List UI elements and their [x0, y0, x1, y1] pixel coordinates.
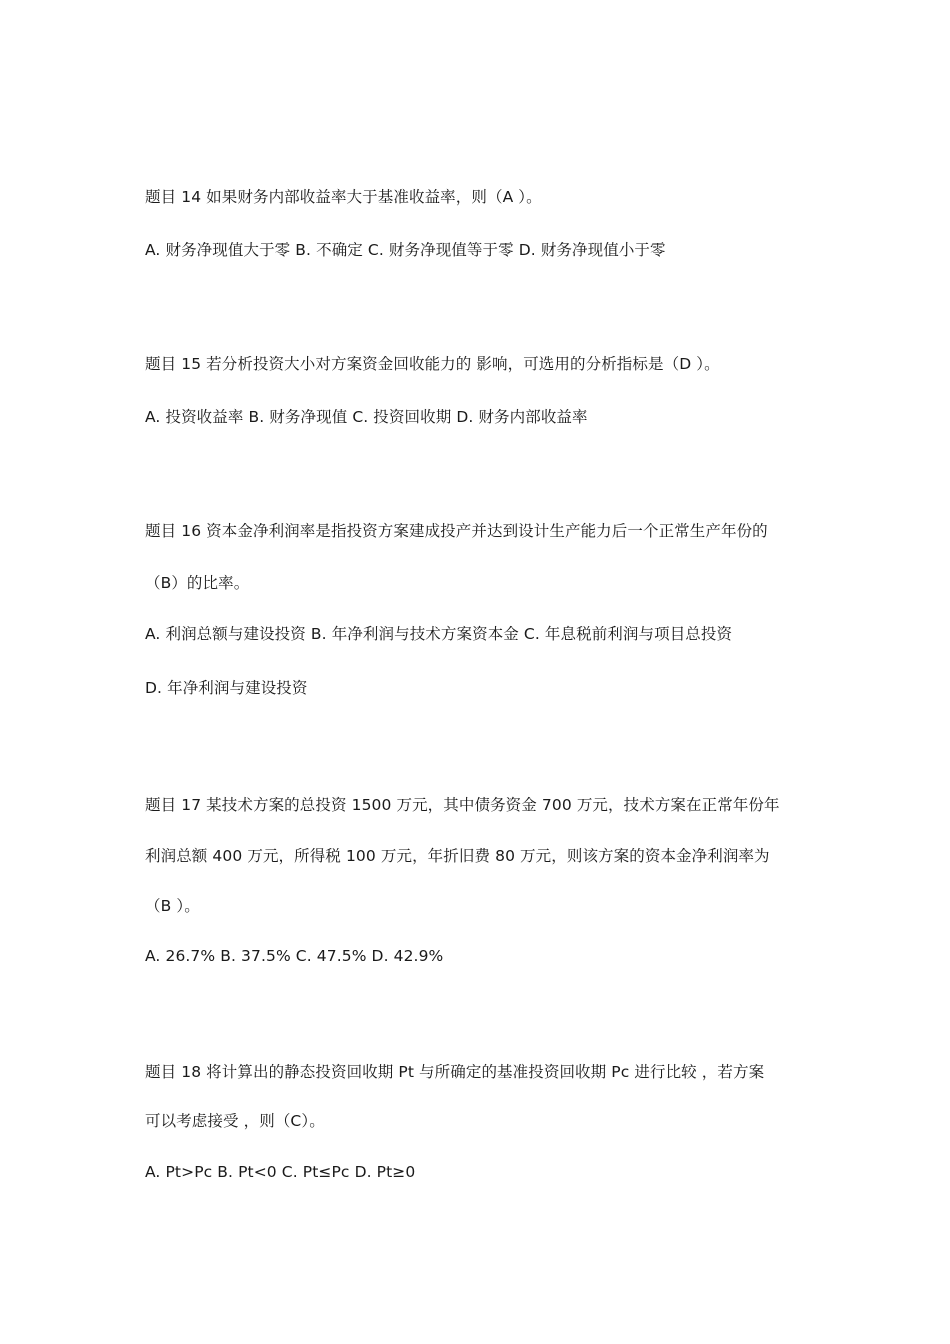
question-stem: 题目 18 将计算出的静态投资回收期 Pt 与所确定的基准投资回收期 Pc 进行比较 ，若方案: [145, 1063, 765, 1081]
question-stem: 题目 17 某技术方案的总投资 1500 万元，其中债务资金 700 万元，技术方案在正常年份年: [145, 796, 780, 814]
question-options: A. 26.7% B. 37.5% C. 47.5% D. 42.9%: [145, 947, 444, 965]
question-stem-continued: （B）的比率。: [145, 574, 250, 592]
question-options: A. 利润总额与建设投资 B. 年净利润与技术方案资本金 C. 年息税前利润与项目总投资: [145, 625, 733, 643]
question-stem: 题目 15 若分析投资大小对方案资金回收能力的 影响，可选用的分析指标是（D ）。: [145, 355, 720, 373]
question-options: A. 投资收益率 B. 财务净现值 C. 投资回收期 D. 财务内部收益率: [145, 408, 588, 426]
question-stem-continued: 利润总额 400 万元，所得税 100 万元，年折旧费 80 万元，则该方案的资本金净利润率为: [145, 847, 770, 865]
question-options: A. 财务净现值大于零 B. 不确定 C. 财务净现值等于零 D. 财务净现值小于零: [145, 241, 666, 259]
question-stem-continued: （B ）。: [145, 897, 200, 915]
question-stem: 题目 16 资本金净利润率是指投资方案建成投产并达到设计生产能力后一个正常生产年份的: [145, 522, 768, 540]
question-stem-continued: 可以考虑接受 ，则（C）。: [145, 1112, 325, 1130]
question-options-continued: D. 年净利润与建设投资: [145, 679, 308, 697]
question-stem: 题目 14 如果财务内部收益率大于基准收益率，则（A ）。: [145, 188, 542, 206]
question-options: A. Pt>Pc B. Pt<0 C. Pt≤Pc D. Pt≥0: [145, 1163, 416, 1181]
